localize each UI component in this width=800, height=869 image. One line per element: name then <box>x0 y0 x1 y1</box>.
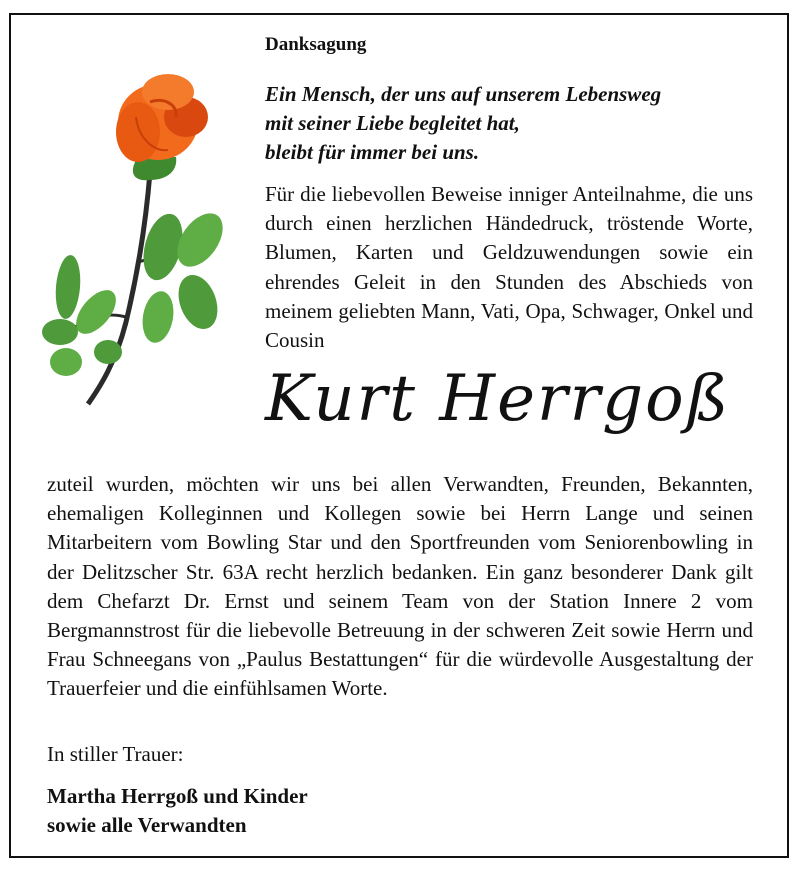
motto-line: bleibt für immer bei uns. <box>265 140 480 164</box>
rose-leaf <box>172 270 225 335</box>
mourning-line: In stiller Trauer: <box>47 742 184 766</box>
signature-line: Martha Herrgoß und Kinder <box>47 784 308 808</box>
intro-paragraph: Für die liebevollen Beweise inniger Anteilnahme, die uns durch einen herzlichen Händedruck, tröstende Worte, Blumen, Karten und Geldzuwendungen sowie ein ehrendes Geleit in den Stunden des Abschieds von meinem geliebten Mann, Vati, Opa, Schwager, Onkel und Cousin <box>265 182 753 353</box>
rose-illustration <box>38 62 238 407</box>
rose-petal <box>142 74 194 110</box>
body-paragraph: zuteil wurden, möchten wir uns bei allen Verwandten, Freunden, Bekannten, ehemaligen Kolleginnen und Kollegen sowie bei Herrn Lange und seinen Mitarbeitern vom Bowling Star und den Sportfreunden vom Seniorenbowling in der Delitzscher Str. 63A recht herzlich bedanken. Ein ganz besonderer Dank gilt dem Chefarzt Dr. Ernst und seinem Team von der Station Innere 2 vom Bergmannstrost für die liebevolle Betreuung in der schweren Zeit sowie Herrn und Frau Schneegans von „Paulus Bestattungen“ für die würdevolle Ausgestaltung der Trauerfeier und die einfühlsamen Worte. <box>47 472 753 701</box>
signature <box>47 782 308 840</box>
rose-stem <box>88 172 150 404</box>
rose-leaf <box>53 254 82 320</box>
rose-leaf <box>42 319 78 345</box>
motto-line: Ein Mensch, der uns auf unserem Lebensweg <box>265 82 662 106</box>
signature-line: sowie alle Verwandten <box>47 813 247 837</box>
rose-petal <box>116 102 160 162</box>
rose-leaf <box>139 289 178 345</box>
rose-leaf <box>50 348 82 376</box>
deceased-name: Kurt Herrgoß <box>265 362 731 436</box>
motto <box>265 80 765 167</box>
rose-leaf <box>94 340 122 364</box>
motto-line: mit seiner Liebe begleitet hat, <box>265 111 520 135</box>
heading: Danksagung <box>265 34 367 55</box>
